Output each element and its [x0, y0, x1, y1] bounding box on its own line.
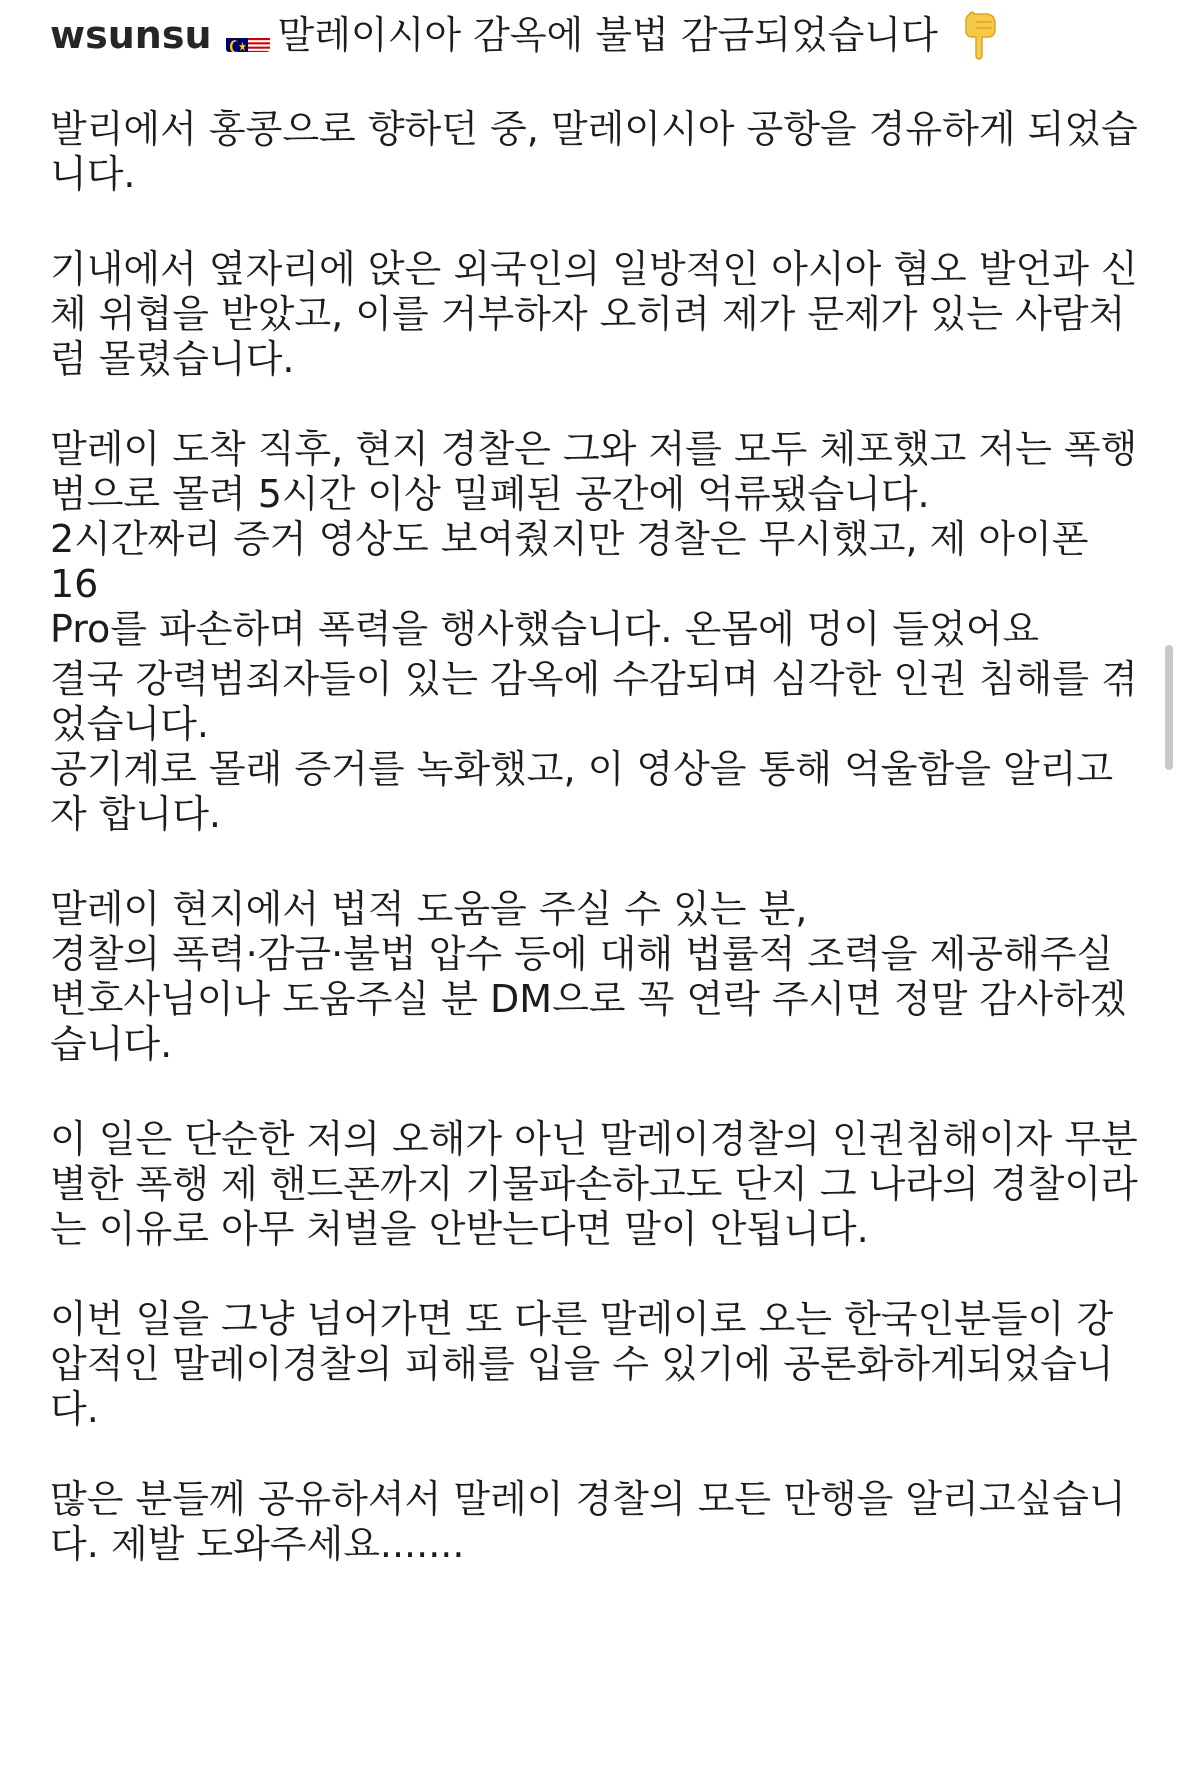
caption-line: 이 일은 단순한 저의 오해가 아닌 말레이경찰의 인권침해이자 무분	[50, 1117, 1138, 1161]
username-link[interactable]: wsunsu	[50, 13, 212, 57]
caption-line: 이번 일을 그냥 넘어가면 또 다른 말레이로 오는 한국인분들이 강	[50, 1297, 1114, 1341]
caption-paragraph	[50, 1477, 1145, 1567]
pointing-down-hand-icon	[960, 10, 1000, 62]
caption-paragraph	[50, 427, 1145, 652]
headline-text: 말레이시아 감옥에 불법 감금되었습니다	[277, 13, 938, 57]
caption-paragraph	[50, 887, 1145, 1067]
caption-line: Pro를 파손하며 폭력을 행사했습니다. 온몸에 멍이 들었어요	[50, 607, 1040, 651]
caption-line: 습니다.	[50, 1022, 173, 1066]
caption-paragraph	[50, 1297, 1145, 1432]
caption-line: 말레이 현지에서 법적 도움을 주실 수 있는 분,	[50, 887, 808, 931]
caption-line: 많은 분들께 공유하셔서 말레이 경찰의 모든 만행을 알리고싶습니	[50, 1477, 1126, 1521]
caption-line: 기내에서 옆자리에 앉은 외국인의 일방적인 아시아 혐오 발언과 신	[50, 247, 1138, 291]
caption-line: 2시간짜리 증거 영상도 보여줬지만 경찰은 무시했고, 제 아이폰 16	[50, 517, 1089, 606]
caption-line: 발리에서 홍콩으로 향하던 중, 말레이시아 공항을 경유하게 되었습	[50, 107, 1138, 151]
caption-line: 체 위협을 받았고, 이를 거부하자 오히려 제가 문제가 있는 사람처	[50, 292, 1126, 336]
caption-line: 었습니다.	[50, 702, 209, 746]
caption-paragraph	[50, 107, 1145, 197]
caption-line: 니다.	[50, 152, 136, 196]
malaysia-flag-icon	[226, 22, 270, 52]
caption-line: 범으로 몰려 5시간 이상 밀폐된 공간에 억류됐습니다.	[50, 472, 930, 516]
caption-line: 는 이유로 아무 처벌을 안받는다면 말이 안됩니다.	[50, 1207, 869, 1251]
caption-line: 경찰의 폭력·감금·불법 압수 등에 대해 법률적 조력을 제공해주실	[50, 932, 1114, 976]
caption-first-line	[50, 2, 1145, 68]
caption-line: 다. 제발 도와주세요.......	[50, 1522, 465, 1566]
post-caption	[50, 2, 1145, 1566]
caption-line: 럼 몰렸습니다.	[50, 337, 295, 381]
caption-line: 다.	[50, 1387, 99, 1431]
caption-paragraph	[50, 1117, 1145, 1252]
scrollbar-thumb[interactable]	[1165, 645, 1173, 770]
caption-paragraph	[50, 247, 1145, 382]
caption-line: 별한 폭행 제 핸드폰까지 기물파손하고도 단지 그 나라의 경찰이라	[50, 1162, 1138, 1206]
caption-line: 결국 강력범죄자들이 있는 감옥에 수감되며 심각한 인권 침해를 겪	[50, 657, 1138, 701]
caption-line: 압적인 말레이경찰의 피해를 입을 수 있기에 공론화하게되었습니	[50, 1342, 1114, 1386]
caption-line: 변호사님이나 도움주실 분 DM으로 꼭 연락 주시면 정말 감사하겠	[50, 977, 1127, 1021]
caption-line: 자 합니다.	[50, 792, 221, 836]
caption-paragraph	[50, 657, 1145, 837]
caption-line: 공기계로 몰래 증거를 녹화했고, 이 영상을 통해 억울함을 알리고	[50, 747, 1114, 791]
caption-line: 말레이 도착 직후, 현지 경찰은 그와 저를 모두 체포했고 저는 폭행	[50, 427, 1138, 471]
